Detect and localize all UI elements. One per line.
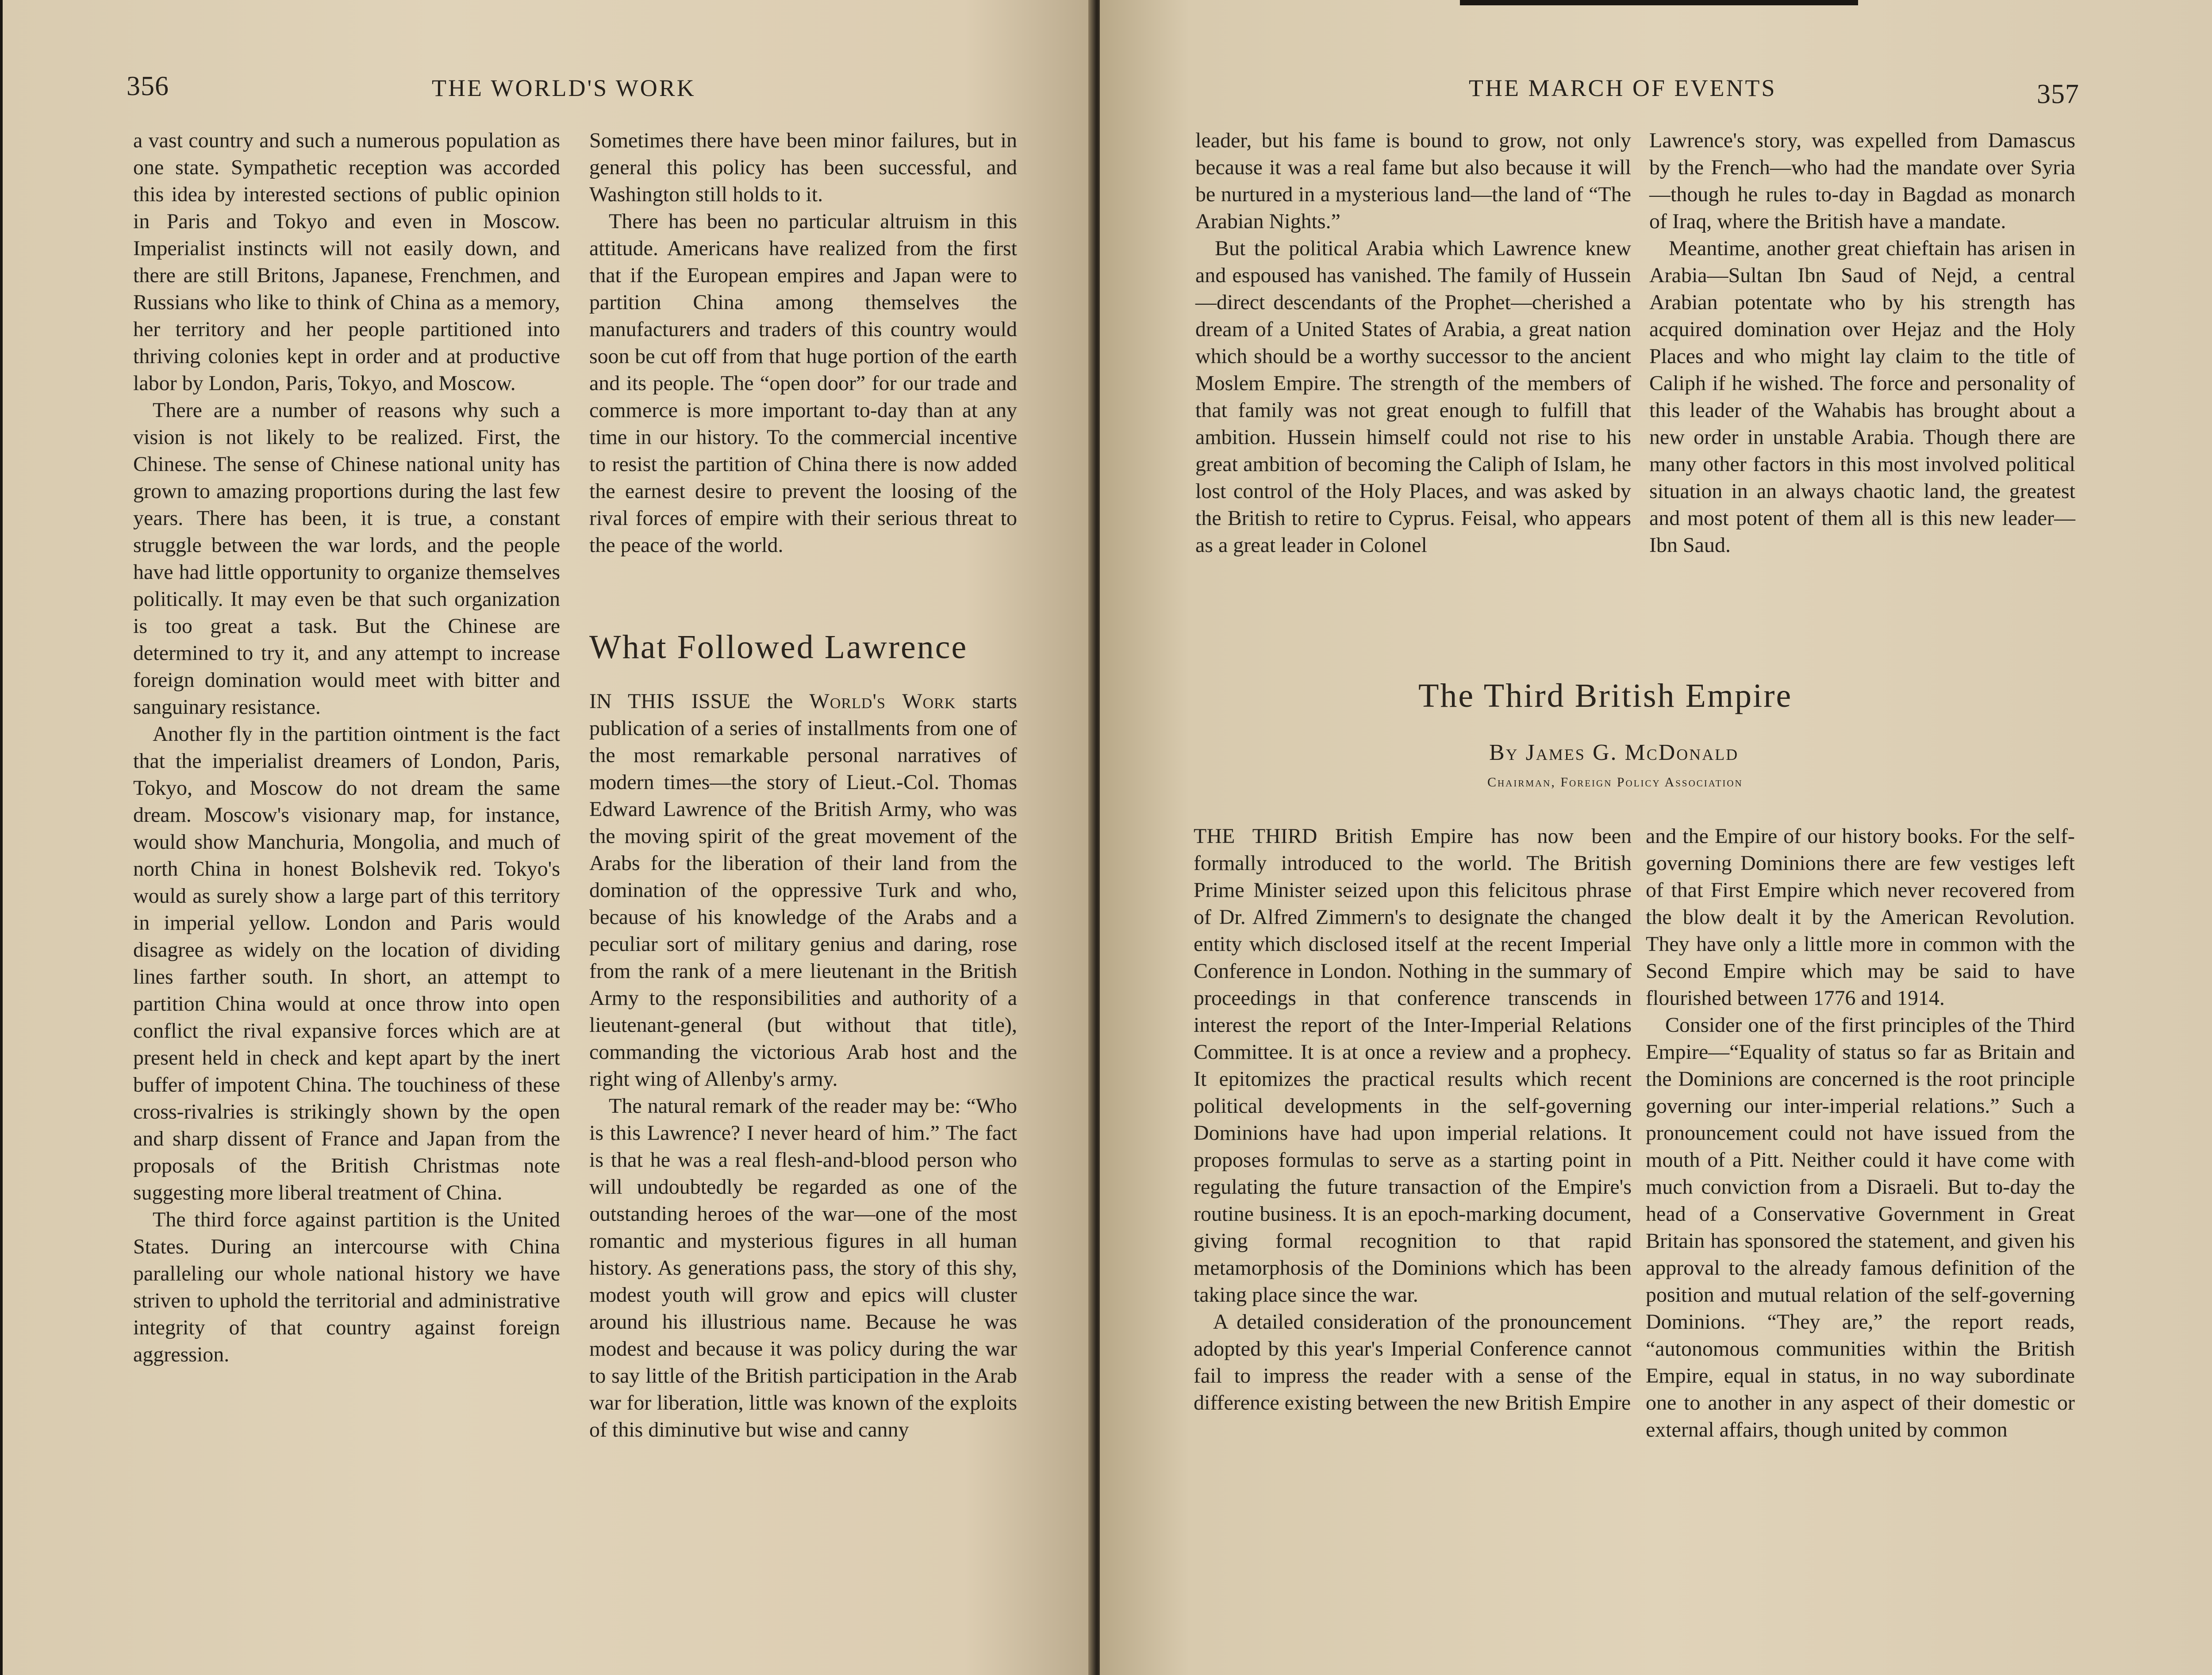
lead-caps: THE THIRD bbox=[1194, 824, 1317, 848]
right-column-1-bottom bbox=[1194, 823, 1632, 1416]
left-page bbox=[3, 0, 1095, 1675]
right-page bbox=[1100, 0, 2212, 1675]
lead-caps: IN THIS ISSUE bbox=[589, 690, 751, 713]
paragraph: The third force against partition is the United States. During an intercourse with China paralleling our whole national history we have striven to uphold the territorial and administrative integrity of that country against foreign aggression. bbox=[133, 1208, 560, 1366]
paragraph: There has been no particular altruism in this attitude. Americans have realized from the first that if the European empires and Japan were to partition China among themselves the manufacturers and traders of this country would soon be cut off from that huge portion of the earth and its people. The “open door” for our trade and commerce is more important to-day than at any time in our history. To the commercial incentive to resist the partition of China there is now added the earnest desire to prevent the loosing of the rival forces of empire with their serious threat to the peace of the world. bbox=[589, 210, 1017, 557]
lead-text: the bbox=[750, 690, 810, 713]
right-column-1-top bbox=[1195, 127, 1631, 559]
paragraph: Another fly in the partition ointment is the fact that the imperialist dreamers of London, Paris, Tokyo, and Moscow do not dream the same dream. Moscow's visionary map, for instance, would show Manchuria, Mongolia, and much of north China in honest Bolshevik red. Tokyo's would as surely show a large part of this territory in imperial yellow. London and Paris would disagree as widely on the location of dividing lines farther south. In short, an attempt to partition China would at once throw into open conflict the rival expansive forces which are at present held in check and kept apart by the inert buffer of impotent China. The touchiness of these cross-rivalries is strikingly shown by the open and sharp dissent of France and Japan from the proposals of the British Christmas note suggesting more liberal treatment of China. bbox=[133, 722, 560, 1204]
paragraph: Sometimes there have been minor failures, but in general this policy has been successful, and Washington still holds to it. bbox=[589, 129, 1017, 206]
paragraph: Lawrence's story, was expelled from Damascus by the French—who had the mandate over Syria—though he rules to-day in Bagdad as monarch of Iraq, where the British have a mandate. bbox=[1649, 129, 2075, 233]
paragraph: Consider one of the first principles of the Third Empire—“Equality of status so far as Britain and the Dominions are concerned is the root principle governing our inter-imperial relations.” Such a pronouncement could not have issued from the mouth of a Pitt. Neither could it have come with much conviction from a Disraeli. But to-day the head of a Conservative Government in Great Britain has sponsored the statement, and given his approval to the already famous definition of the position and mutual relation of the self-governing Dominions. “They are,” the report reads, “autonomous communities within the British Empire, equal in status, in no way subordinate one to another in any aspect of their domestic or external affairs, though united by common bbox=[1646, 1013, 2075, 1441]
article-title: The Third British Empire bbox=[1418, 677, 1793, 714]
byline: By James G. McDonald bbox=[1489, 740, 1739, 765]
lead-text: starts publication of a series of installments from one of the most remarkable personal narratives of modern times—the story of Lieut.-Col. Thomas Edward Lawrence of the British Army, who was the moving spirit of the great movement of the Arabs for the liberation of their land from the domination of the oppressive Turk and who, because of his knowledge of the Arabs and a peculiar sort of military genius and daring, rose from the rank of a mere lieutenant in the British Army to the responsibilities and authority of a lieutenant-general (but without that title), commanding the victorious Arab host and the right wing of Allenby's army. bbox=[589, 690, 1018, 1091]
lead-text: British Empire has now been formally introduced to the world. The British Prime Minister seized upon this felicitous phrase of Dr. Alfred Zimmern's to designate the changed entity which disclosed itself at the recent Imperial Conference in London. Nothing in the summary of proceedings in that conference transcends in interest the report of the Inter-Imperial Relations Committee. It is at once a review and a prophecy. It epitomizes the practical results which recent political developments in the self-governing Dominions have had upon imperial relations. It proposes formulas to serve as a starting point in regulating the future transaction of the Empire's routine business. It is an epoch-marking document, giving formal recognition to that rapid metamorphosis of the Dominions which has been taking place since the war. bbox=[1194, 824, 1632, 1307]
left-running-head: THE WORLD'S WORK bbox=[432, 75, 696, 101]
author-affiliation: Chairman, Foreign Policy Association bbox=[1487, 775, 1743, 790]
left-column-1 bbox=[133, 127, 560, 1368]
paragraph: leader, but his fame is bound to grow, not only because it was a real fame but also because it will be nurtured in a mysterious land—the land of “The Arabian Nights.” bbox=[1195, 129, 1631, 233]
left-column-2-bottom bbox=[589, 688, 1017, 1443]
paragraph bbox=[589, 688, 1017, 1092]
paragraph: and the Empire of our history books. For the self-governing Dominions there are few vestiges left of that First Empire which never recovered from the blow dealt it by the American Revolution. They have only a little more in common with the Second Empire which may be said to have flourished between 1776 and 1914. bbox=[1646, 824, 2075, 1010]
paragraph: The natural remark of the reader may be: “Who is this Lawrence? I never heard of him.” The fact is that he was a real flesh-and-blood person who will undoubtedly be regarded as one of the outstanding heroes of the war—one of the most romantic and mysterious figures in all human history. As generations pass, the story of this shy, modest youth will grow and epics will cluster around his illustrious name. Because he was modest and because it was policy during the war to say little of the British participation in the Arab war for liberation, little was known of the exploits of this diminutive but wise and canny bbox=[589, 1094, 1017, 1441]
left-page-number: 356 bbox=[127, 71, 169, 101]
right-column-2-bottom bbox=[1646, 823, 2075, 1443]
left-column-2-top bbox=[589, 127, 1017, 559]
paragraph: A detailed consideration of the pronouncement adopted by this year's Imperial Conference cannot fail to impress the reader with a sense of the difference existing between the new British Empire bbox=[1194, 1310, 1632, 1414]
paragraph bbox=[1194, 823, 1632, 1308]
paragraph: a vast country and such a numerous population as one state. Sympathetic reception was accorded this idea by interested sections of public opinion in Paris and Tokyo and even in Moscow. Imperialist instincts will not easily down, and there are still Britons, Japanese, Frenchmen, and Russians who like to think of China as a memory, her territory and her people partitioned into thriving colonies kept in order and at productive labor by London, Paris, Tokyo, and Moscow. bbox=[133, 129, 560, 395]
paragraph: But the political Arabia which Lawrence knew and espoused has vanished. The family of Hussein—direct descendants of the Prophet—cherished a dream of a United States of Arabia, a great nation which should be a worthy successor to the ancient Moslem Empire. The strength of the members of that family was not great enough to fulfill that ambition. Hussein himself could not rise to his great ambition of becoming the Caliph of Islam, he lost control of the Holy Places, and was asked by the British to retire to Cyprus. Feisal, who appears as a great leader in Colonel bbox=[1195, 237, 1631, 557]
right-page-number: 357 bbox=[2037, 79, 2079, 109]
right-column-2-top bbox=[1649, 127, 2075, 559]
top-edge-shadow bbox=[1460, 0, 1858, 5]
paragraph: There are a number of reasons why such a vision is not likely to be realized. First, the Chinese. The sense of Chinese national unity has grown to amazing proportions during the last few years. There has been, it is true, a constant struggle between the war lords, and the people have had little opportunity to organize themselves politically. It may even be that such organization is too great a task. But the Chinese are determined to try it, and any attempt to increase foreign domination would meet with bitter and sanguinary resistance. bbox=[133, 399, 560, 719]
paragraph: Meantime, another great chieftain has arisen in Arabia—Sultan Ibn Saud of Nejd, a central Arabian potentate who by his strength has acquired domination over Hejaz and the Holy Places and who might lay claim to the title of Caliph if he wished. The force and personality of this leader of the Wahabis has brought about a new order in unstable Arabia. Though there are many other factors in this most involved political situation in an always chaotic land, the greatest and most potent of them all is this new leader—Ibn Saud. bbox=[1649, 237, 2075, 557]
magazine-name: World's Work bbox=[809, 690, 956, 713]
section-title: What Followed Lawrence bbox=[589, 629, 968, 666]
right-running-head: THE MARCH OF EVENTS bbox=[1469, 75, 1777, 101]
